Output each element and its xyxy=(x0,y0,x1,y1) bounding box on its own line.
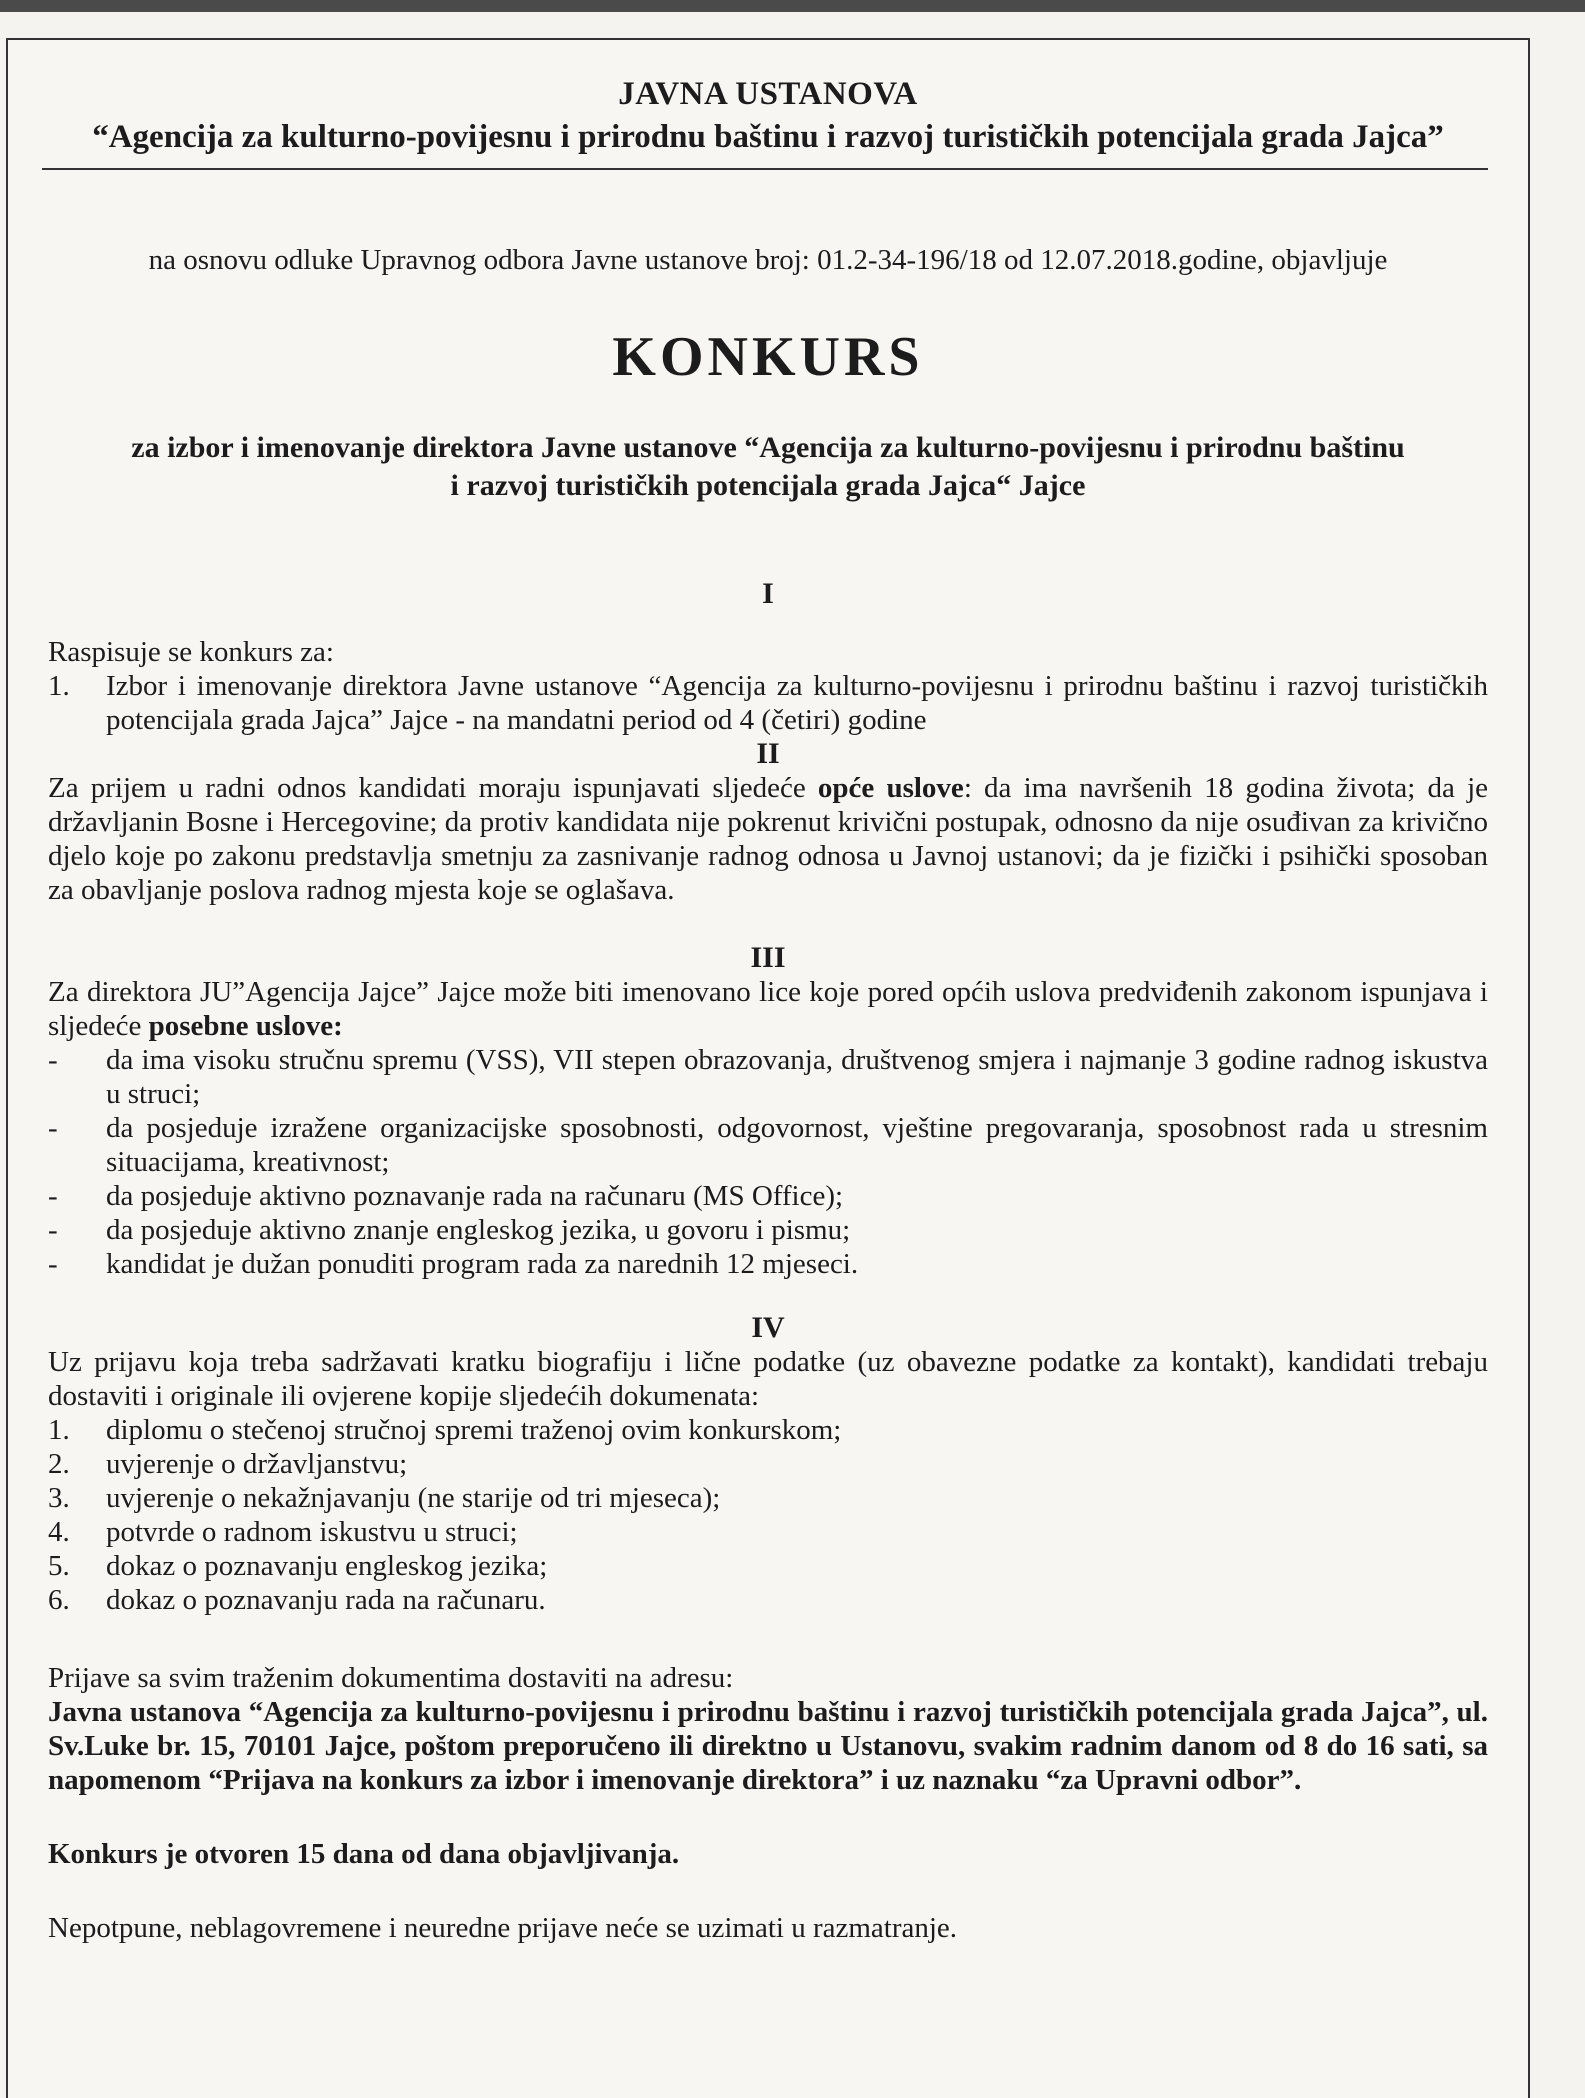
document-title: KONKURS xyxy=(612,326,924,388)
section-numeral-3: III xyxy=(750,941,786,974)
header-divider xyxy=(42,168,1488,170)
list-item: - da posjeduje aktivno poznavanje rada na računaru (MS Office); xyxy=(48,1180,844,1212)
section-2-text: Za prijem u radni odnos kandidati moraju ispunjavati sljedeće opće uslove: da ima navršenih 18 godina života; da je državljanin Bosne i Hercegovine; da protiv kandidata nije pokrenut krivični postupak, odnosno da nije osuđivan za krivično djelo koje po zakonu predstavlja smetnju za zasnivanje radnog odnosa u Javnoj ustanovi; da je fizički i psihički sposoban za obavljanje poslova radnog mjesta koje se oglašava. xyxy=(48,772,1488,906)
submission-lead: Prijave sa svim traženim dokumentima dostaviti na adresu: xyxy=(48,1662,734,1694)
section-3-text: Za direktora JU”Agencija Jajce” Jajce može biti imenovano lice koje pored općih uslova predviđenih zakonom ispunjava i sljedeće posebne uslove: xyxy=(48,976,1488,1042)
section-3-list xyxy=(48,1043,1488,1281)
list-item: - da posjeduje izražene organizacijske sposobnosti, odgovornost, vještine pregovaranja, sposobnost rada u stresnim situacijama, kreativnost; xyxy=(48,1112,1488,1178)
list-item-text: Izbor i imenovanje direktora Javne ustanove “Agencija za kulturno-povijesnu i prirodnu baštinu i razvoj turističkih potencijala grada Jajca” Jajce - na mandatni period od 4 (četiri) godine xyxy=(106,670,1488,736)
section-4-list xyxy=(48,1413,1488,1617)
document-subtitle xyxy=(48,429,1488,505)
section-1-list xyxy=(48,669,1488,737)
submission-address: Javna ustanova “Agencija za kulturno-povijesnu i prirodnu baštinu i razvoj turističkih potencijala grada Jajca”, ul. Sv.Luke br. 15, 70101 Jajce, poštom preporučeno ili direktno u Ustanovu, svakim radnim danom od 8 do 16 sati, sa napomenom “Prijava na konkurs za izbor i imenovanje direktora” i uz naznaku “za Upravni odbor”. xyxy=(48,1696,1488,1796)
scan-top-strip xyxy=(0,0,1585,12)
section-4-lead: Uz prijavu koja treba sadržavati kratku biografiju i lične podatke (uz obavezne podatke za kontakt), kandidati trebaju dostaviti i originale ili ovjerene kopije sljedećih dokumenata: xyxy=(48,1346,1488,1412)
general-conditions-label: opće uslove xyxy=(817,772,964,804)
open-period-text: Konkurs je otvoren 15 dana od dana objavljivanja. xyxy=(48,1838,680,1870)
list-bullet: - xyxy=(48,1214,58,1246)
list-bullet: - xyxy=(48,1044,58,1076)
list-bullet: - xyxy=(48,1112,58,1144)
notice-content xyxy=(48,40,1488,1945)
list-item xyxy=(48,669,1488,737)
list-bullet: - xyxy=(48,1248,58,1280)
section-numeral-2: II xyxy=(756,737,780,770)
list-item: - kandidat je dužan ponuditi program rada za narednih 12 mjeseci. xyxy=(48,1248,859,1280)
list-item: - da posjeduje aktivno znanje engleskog jezika, u govoru i pismu; xyxy=(48,1214,851,1246)
list-item: 3. uvjerenje o nekažnjavanju (ne starije od tri mjeseca); xyxy=(48,1482,721,1514)
list-marker: 1. xyxy=(48,670,70,702)
notice-frame xyxy=(6,38,1530,2098)
subtitle-line-2: i razvoj turističkih potencijala grada Jajca“ Jajce xyxy=(450,469,1086,502)
intro-text: na osnovu odluke Upravnog odbora Javne ustanove broj: 01.2-34-196/18 od 12.07.2018.godine, objavljuje xyxy=(148,244,1388,276)
section-numeral-1: I xyxy=(762,577,774,610)
subtitle-line-1: za izbor i imenovanje direktora Javne ustanove “Agencija za kulturno-povijesnu i prirodnu baštinu xyxy=(131,431,1405,464)
list-item: 1. diplomu o stečenoj stručnoj spremi traženoj ovim konkurskom; xyxy=(48,1414,842,1446)
list-bullet: - xyxy=(48,1180,58,1212)
list-item: - da ima visoku stručnu spremu (VSS), VII stepen obrazovanja, društvenog smjera i najmanje 3 godine radnog iskustva u struci; xyxy=(48,1044,1488,1110)
list-item: 6. dokaz o poznavanju rada na računaru. xyxy=(48,1584,546,1616)
list-item: 4. potvrde o radnom iskustvu u struci; xyxy=(48,1516,518,1548)
section-1-lead: Raspisuje se konkurs za: xyxy=(48,636,334,668)
org-name-heading: “Agencija za kulturno-povijesnu i prirodnu baštinu i razvoj turističkih potencijala grada Jajca” xyxy=(92,119,1444,155)
closing-note: Nepotpune, neblagovremene i neuredne prijave neće se uzimati u razmatranje. xyxy=(48,1912,958,1944)
special-conditions-label: posebne uslove: xyxy=(148,1010,343,1042)
org-type-heading: JAVNA USTANOVA xyxy=(618,76,918,112)
list-item: 2. uvjerenje o državljanstvu; xyxy=(48,1448,408,1480)
section-numeral-4: IV xyxy=(751,1311,785,1344)
list-item: 5. dokaz o poznavanju engleskog jezika; xyxy=(48,1550,548,1582)
